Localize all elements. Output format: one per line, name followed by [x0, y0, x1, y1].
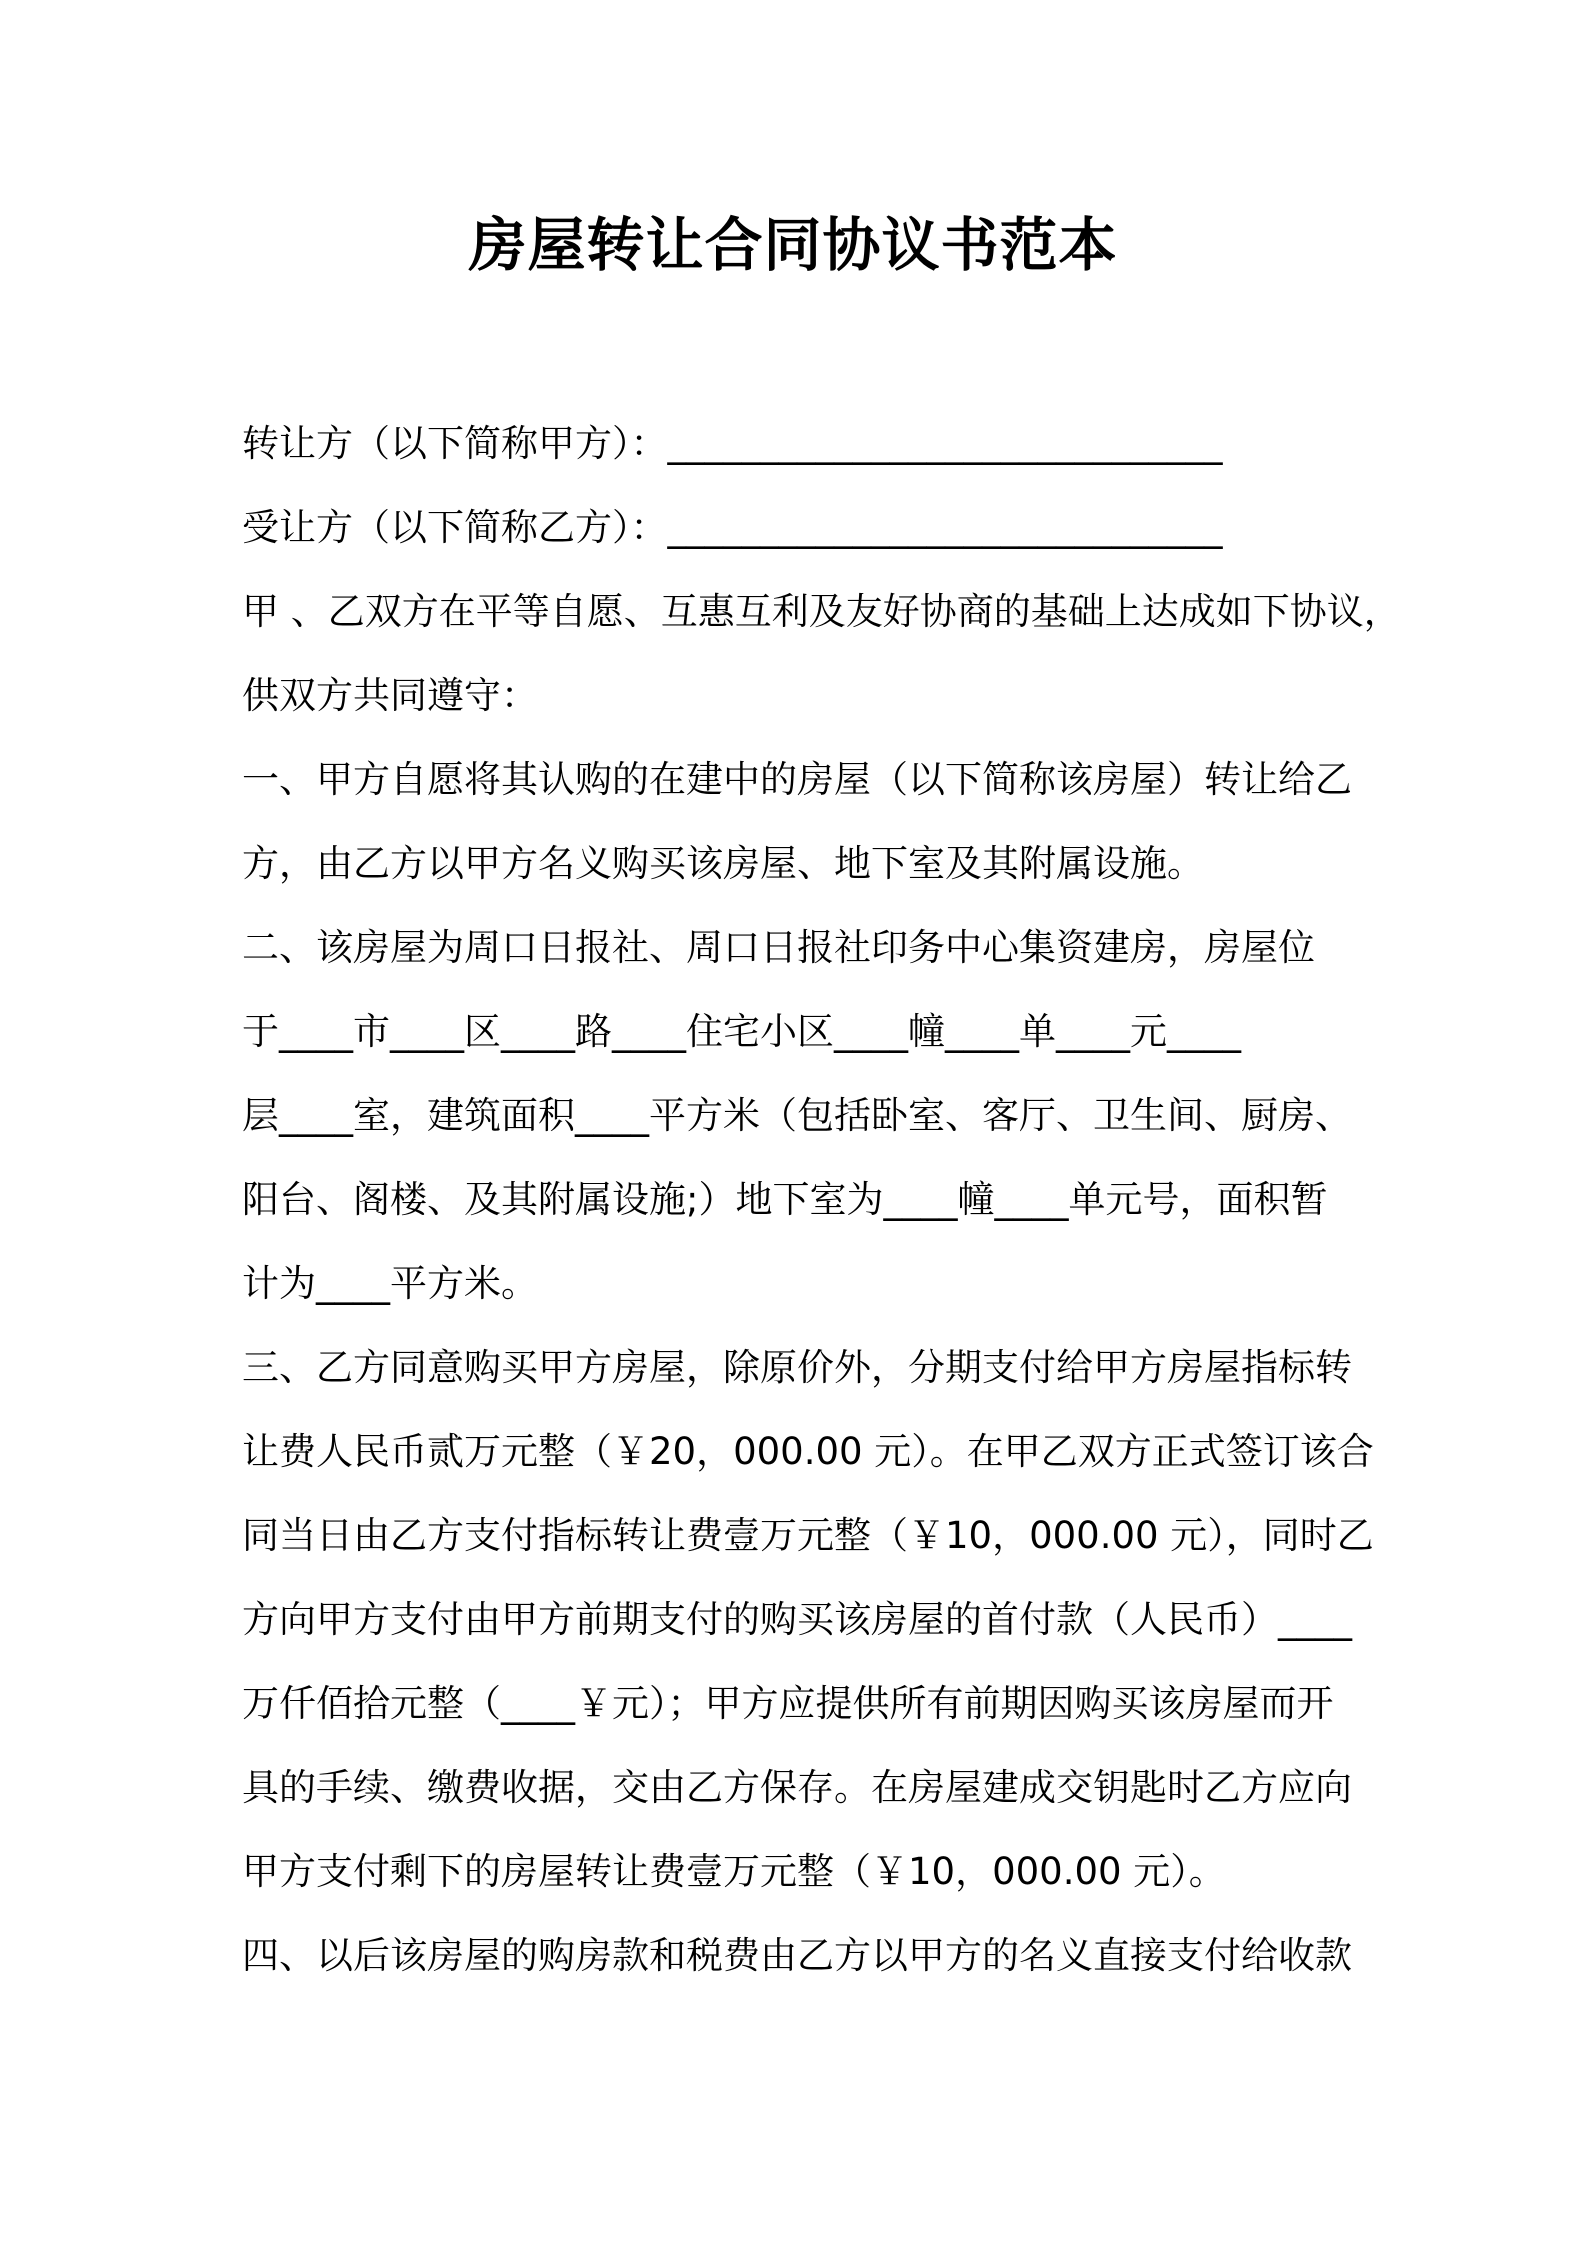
- text-line: 万仟佰拾元整（____￥元）；甲方应提供所有前期因购买该房屋而开: [242, 1682, 1334, 1725]
- text-line: 于____市____区____路____住宅小区____幢____单____元____: [242, 1010, 1241, 1053]
- text-line: 供双方共同遵守：: [242, 674, 538, 717]
- document-body: [242, 402, 1401, 1998]
- text-line: 同当日由乙方支付指标转让费壹万元整（￥10，000.00 元），同时乙: [242, 1514, 1374, 1557]
- text-line: 受让方（以下简称乙方）：______________________________: [242, 506, 1223, 549]
- text-line: 让费人民币贰万元整（￥20，000.00 元）。在甲乙双方正式签订该合: [242, 1430, 1374, 1473]
- text-line: 甲方支付剩下的房屋转让费壹万元整（￥10，000.00 元）。: [242, 1850, 1226, 1893]
- text-line: 一、甲方自愿将其认购的在建中的房屋（以下简称该房屋）转让给乙: [242, 758, 1352, 801]
- text-line: 二、该房屋为周口日报社、周口日报社印务中心集资建房，房屋位: [242, 926, 1315, 969]
- text-line: 计为____平方米。: [242, 1262, 538, 1305]
- text-line: 方向甲方支付由甲方前期支付的购买该房屋的首付款（人民币）____: [242, 1598, 1352, 1641]
- text-line: 转让方（以下简称甲方）：______________________________: [242, 422, 1223, 465]
- text-line: 具的手续、缴费收据，交由乙方保存。在房屋建成交钥匙时乙方应向: [242, 1766, 1352, 1809]
- document-title: 房屋转让合同协议书范本: [468, 211, 1118, 279]
- text-line: 阳台、阁楼、及其附属设施;）地下室为____幢____单元号，面积暂: [242, 1178, 1328, 1221]
- text-line: 甲 、乙双方在平等自愿、互惠互利及友好协商的基础上达成如下协议，: [242, 590, 1401, 633]
- text-line: 方，由乙方以甲方名义购买该房屋、地下室及其附属设施。: [242, 842, 1204, 885]
- text-line: 四、以后该房屋的购房款和税费由乙方以甲方的名义直接支付给收款: [242, 1934, 1352, 1977]
- text-line: 三、乙方同意购买甲方房屋，除原价外，分期支付给甲方房屋指标转: [242, 1346, 1352, 1389]
- text-line: 层____室，建筑面积____平方米（包括卧室、客厅、卫生间、厨房、: [242, 1094, 1352, 1137]
